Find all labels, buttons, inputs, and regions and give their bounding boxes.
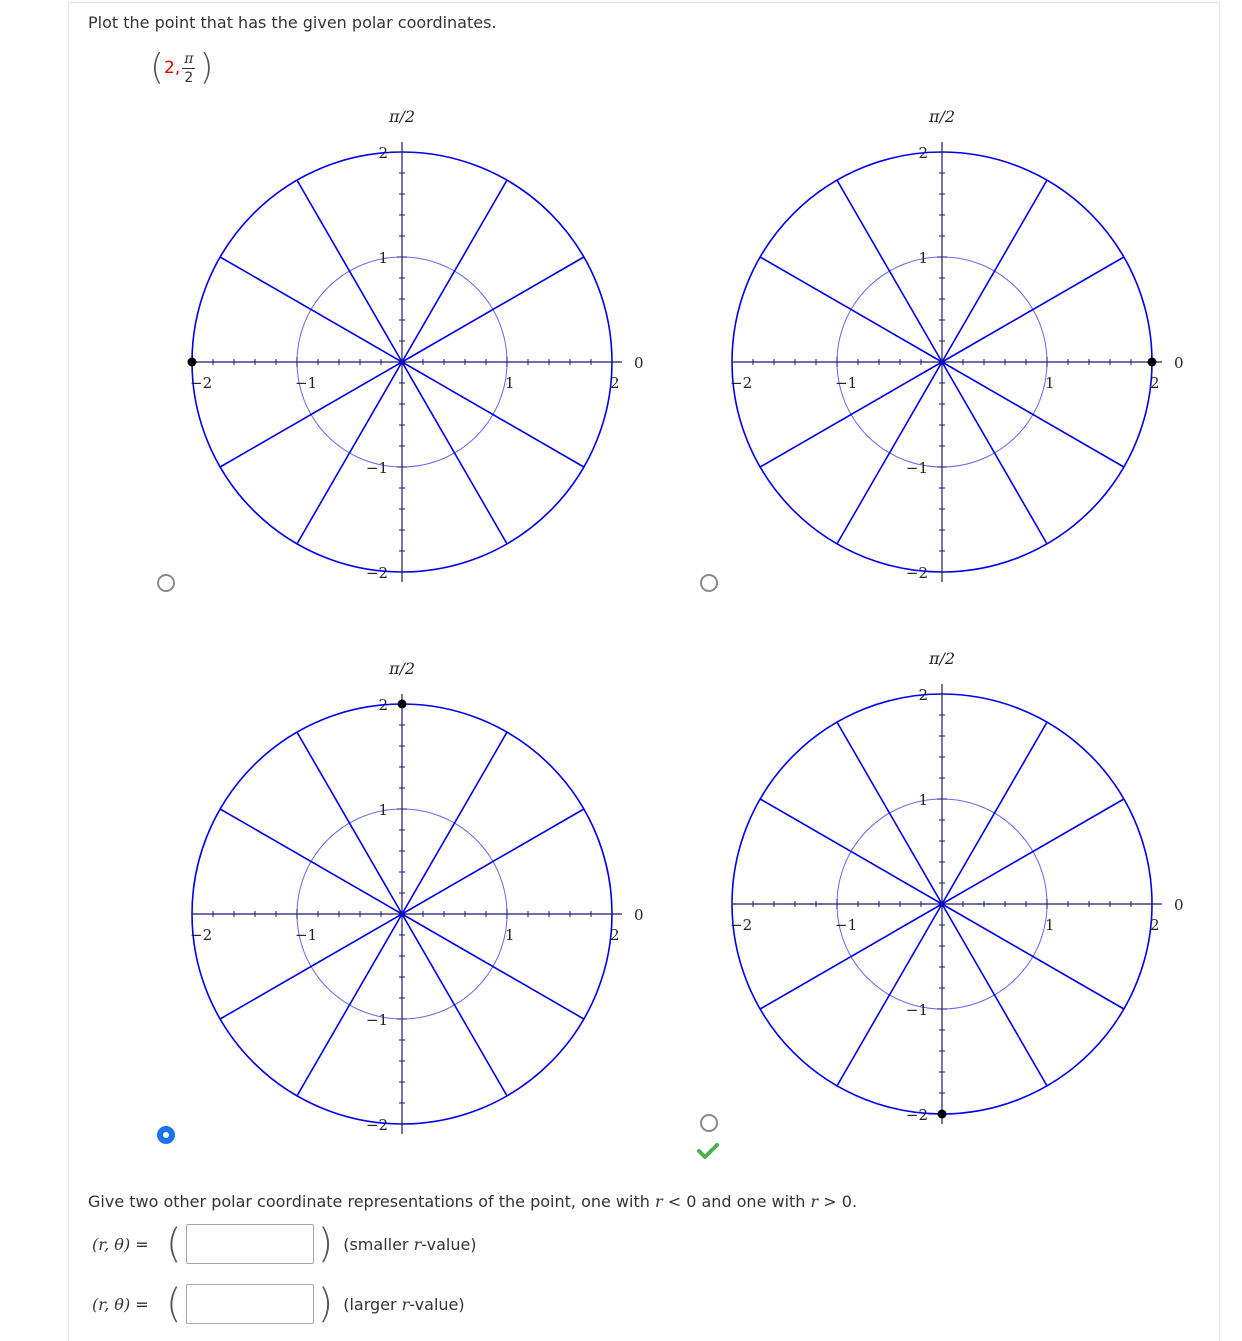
radial-line (297, 732, 402, 914)
radial-line (220, 809, 402, 914)
radial-line (760, 257, 942, 362)
polar-grid-svg[interactable] (716, 642, 1196, 1142)
x-tick-label: −2 (190, 926, 213, 944)
note-var: r (413, 1234, 422, 1254)
x-tick-label: 2 (1150, 374, 1160, 392)
y-tick-label: −2 (365, 564, 388, 582)
y-tick-label: −1 (365, 1011, 388, 1029)
close-paren: ) (199, 47, 214, 88)
y-tick-label: 2 (918, 144, 928, 162)
open-paren: ( (166, 1281, 182, 1327)
equals-sign: = (135, 1234, 149, 1254)
x-tick-label: 2 (610, 926, 620, 944)
equals-sign: = (135, 1294, 149, 1314)
polar-graph-d (716, 642, 1196, 1142)
part2-var-1: r (654, 1192, 663, 1211)
radial-line (942, 722, 1047, 904)
note-after: -value) (421, 1234, 477, 1254)
note-before: (smaller (343, 1234, 414, 1254)
axis-label-zero: 0 (634, 906, 644, 924)
note-var: r (401, 1294, 410, 1314)
given-r: 2, (164, 58, 181, 78)
radial-line (942, 904, 1124, 1009)
axis-label-pi-over-2: π/2 (388, 107, 416, 126)
radial-line (402, 362, 507, 544)
radial-line (402, 362, 584, 467)
axis-label-zero: 0 (1174, 354, 1184, 372)
radial-line (402, 257, 584, 362)
radial-line (942, 362, 1047, 544)
open-paren: ( (166, 1221, 182, 1267)
smaller-r-note (343, 1235, 476, 1254)
polar-grid-svg[interactable] (716, 100, 1196, 600)
row-label-text: (r, θ) (92, 1234, 131, 1254)
x-tick-label: −1 (835, 916, 858, 934)
y-tick-label: −2 (905, 1106, 928, 1124)
x-tick-label: 1 (1045, 374, 1055, 392)
given-point (150, 44, 214, 92)
open-paren: ( (150, 47, 165, 88)
given-theta-den: 2 (184, 69, 194, 86)
radial-line (942, 257, 1124, 362)
row-label (92, 1235, 166, 1254)
plotted-point (1148, 358, 1157, 367)
plotted-point (938, 1110, 947, 1119)
part2-cond2: > 0. (818, 1192, 858, 1211)
radial-line (220, 257, 402, 362)
axis-label-zero: 0 (1174, 896, 1184, 914)
y-tick-label: −1 (905, 1001, 928, 1019)
y-tick-label: 2 (918, 686, 928, 704)
x-tick-label: −2 (190, 374, 213, 392)
radial-line (837, 180, 942, 362)
polar-graph-a (176, 100, 656, 600)
larger-r-note (343, 1295, 464, 1314)
option-b-radio[interactable] (700, 574, 718, 592)
plotted-point (188, 358, 197, 367)
polar-graph-b (716, 100, 1196, 600)
radial-line (942, 799, 1124, 904)
radial-line (402, 914, 507, 1096)
part2-prompt (88, 1192, 857, 1211)
note-after: -value) (409, 1294, 465, 1314)
radial-line (402, 180, 507, 362)
y-tick-label: 2 (378, 144, 388, 162)
y-tick-label: −1 (905, 459, 928, 477)
x-tick-label: 2 (610, 374, 620, 392)
radial-line (297, 180, 402, 362)
larger-r-input[interactable] (186, 1284, 314, 1324)
polar-graph-c (176, 652, 656, 1152)
answer-row-smaller (92, 1220, 477, 1268)
answer-row-larger (92, 1280, 465, 1328)
y-tick-label: 2 (378, 696, 388, 714)
axis-label-pi-over-2: π/2 (928, 107, 956, 126)
part2-var-2: r (810, 1192, 819, 1211)
part2-cond1: < 0 and one with (662, 1192, 811, 1211)
question-prompt: Plot the point that has the given polar coordinates. (88, 13, 497, 32)
x-tick-label: 1 (505, 374, 515, 392)
x-tick-label: −1 (295, 374, 318, 392)
radial-line (402, 732, 507, 914)
x-tick-label: 1 (505, 926, 515, 944)
axis-label-pi-over-2: π/2 (388, 659, 416, 678)
x-tick-label: 1 (1045, 916, 1055, 934)
radial-line (837, 722, 942, 904)
option-d-radio[interactable] (700, 1114, 718, 1132)
y-tick-label: 1 (918, 249, 928, 267)
option-a-radio[interactable] (157, 574, 175, 592)
plotted-point (398, 700, 407, 709)
close-paren: ) (317, 1221, 334, 1267)
x-tick-label: 2 (1150, 916, 1160, 934)
y-tick-label: 1 (918, 791, 928, 809)
radial-line (760, 799, 942, 904)
smaller-r-input[interactable] (186, 1224, 314, 1264)
radial-line (402, 914, 584, 1019)
axis-label-zero: 0 (634, 354, 644, 372)
y-tick-label: −1 (365, 459, 388, 477)
given-theta-fraction (182, 52, 195, 85)
y-tick-label: 1 (378, 801, 388, 819)
given-theta-num: π (184, 50, 194, 67)
close-paren: ) (317, 1281, 334, 1327)
radial-line (402, 809, 584, 914)
checkmark-icon (697, 1142, 719, 1160)
polar-grid-svg[interactable] (176, 652, 656, 1152)
x-tick-label: −1 (835, 374, 858, 392)
x-tick-label: −1 (295, 926, 318, 944)
y-tick-label: −2 (905, 564, 928, 582)
radial-line (942, 362, 1124, 467)
row-label-text: (r, θ) (92, 1294, 131, 1314)
radial-line (942, 904, 1047, 1086)
radial-line (942, 180, 1047, 362)
y-tick-label: −2 (365, 1116, 388, 1134)
x-tick-label: −2 (730, 916, 753, 934)
option-c-radio[interactable] (157, 1126, 175, 1144)
row-label (92, 1295, 166, 1314)
x-tick-label: −2 (730, 374, 753, 392)
part2-text: Give two other polar coordinate representations of the point, one with (88, 1192, 655, 1211)
y-tick-label: 1 (378, 249, 388, 267)
polar-grid-svg[interactable] (176, 100, 656, 600)
axis-label-pi-over-2: π/2 (928, 649, 956, 668)
note-before: (larger (343, 1294, 402, 1314)
